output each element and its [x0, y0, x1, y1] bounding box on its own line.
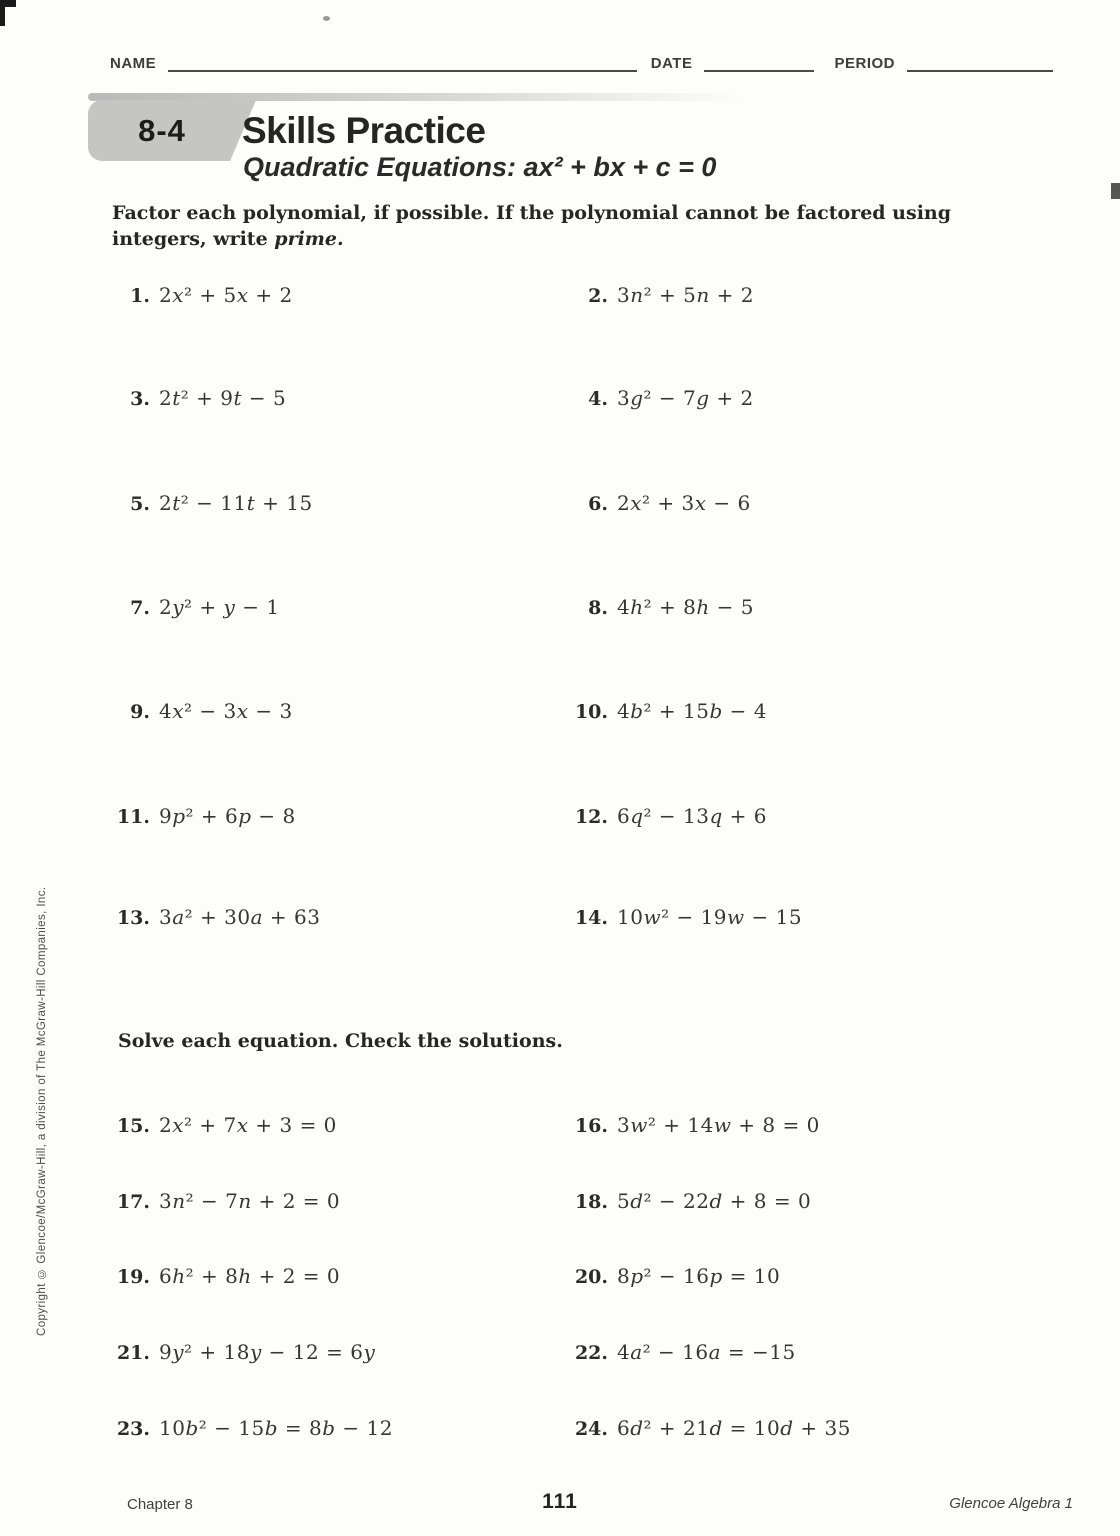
problem-row	[112, 1416, 1072, 1440]
problem-9	[112, 699, 570, 723]
header-blanks-row	[110, 52, 1053, 72]
problem-number: 2.	[588, 285, 608, 307]
problem-row	[112, 905, 1072, 929]
problem-7	[112, 595, 570, 619]
problem-expression: 3n² + 5n + 2	[617, 283, 754, 307]
factor-instruction	[112, 200, 1032, 252]
name-blank-line	[168, 52, 637, 72]
lesson-subtitle: Quadratic Equations: ax² + bx + c = 0	[243, 152, 717, 182]
problem-number: 7.	[130, 597, 150, 619]
problem-10	[570, 699, 1072, 723]
problem-17	[112, 1189, 570, 1213]
factor-instruction-prime: prime.	[274, 228, 344, 250]
problem-number: 20.	[574, 1266, 608, 1288]
problem-number: 6.	[588, 493, 608, 515]
problem-14	[570, 905, 1072, 929]
problem-expression: 4h² + 8h − 5	[617, 595, 754, 619]
problem-20	[570, 1264, 1072, 1288]
problem-expression: 2y² + y − 1	[159, 595, 280, 619]
problem-expression: 6h² + 8h + 2 = 0	[159, 1264, 341, 1288]
problem-expression: 4a² − 16a = −15	[617, 1340, 796, 1364]
problem-expression: 10w² − 19w − 15	[617, 905, 803, 929]
problem-23	[112, 1416, 570, 1440]
footer-brand: Glencoe Algebra 1	[949, 1495, 1073, 1512]
problem-row	[112, 1340, 1072, 1364]
problem-number: 23.	[116, 1418, 150, 1440]
problem-expression: 2t² + 9t − 5	[159, 386, 287, 410]
problem-number: 18.	[574, 1191, 608, 1213]
problem-15	[112, 1113, 570, 1137]
scan-artifact	[0, 0, 5, 26]
problem-5	[112, 491, 570, 515]
problem-number: 19.	[116, 1266, 150, 1288]
problem-expression: 2x² + 5x + 2	[159, 283, 293, 307]
problem-number: 9.	[130, 701, 150, 723]
problem-expression: 5d² − 22d + 8 = 0	[617, 1189, 812, 1213]
problem-number: 4.	[588, 388, 608, 410]
problem-expression: 4x² − 3x − 3	[159, 699, 293, 723]
problem-expression: 6d² + 21d = 10d + 35	[617, 1416, 851, 1440]
name-label: NAME	[110, 55, 157, 72]
solve-instruction: Solve each equation. Check the solutions.	[118, 1030, 563, 1052]
scan-artifact	[323, 16, 330, 21]
problem-number: 12.	[574, 806, 608, 828]
problem-row	[112, 1113, 1072, 1137]
problem-expression: 9p² + 6p − 8	[159, 804, 296, 828]
problem-row	[112, 804, 1072, 828]
problem-expression: 6q² − 13q + 6	[617, 804, 768, 828]
problem-row	[112, 283, 1072, 307]
problem-16	[570, 1113, 1072, 1137]
problem-11	[112, 804, 570, 828]
problem-1	[112, 283, 570, 307]
copyright-sidebar-text: Copyright © Glencoe/McGraw-Hill, a division of The McGraw-Hill Companies, Inc.	[36, 886, 48, 1336]
problem-number: 11.	[116, 806, 150, 828]
problem-row	[112, 1264, 1072, 1288]
problem-row	[112, 595, 1072, 619]
problem-3	[112, 386, 570, 410]
date-label: DATE	[650, 55, 693, 72]
problem-8	[570, 595, 1072, 619]
problem-expression: 3a² + 30a + 63	[159, 905, 321, 929]
problem-row	[112, 699, 1072, 723]
problem-row	[112, 491, 1072, 515]
problem-row	[112, 386, 1072, 410]
problem-expression: 3g² − 7g + 2	[617, 386, 754, 410]
problem-number: 15.	[116, 1115, 150, 1137]
date-blank-line	[704, 52, 814, 72]
problem-number: 22.	[574, 1342, 608, 1364]
problem-number: 24.	[574, 1418, 608, 1440]
problem-number: 8.	[588, 597, 608, 619]
factor-instruction-line2: integers, write	[112, 228, 275, 250]
lesson-title: Skills Practice	[242, 110, 486, 151]
problem-expression: 3n² − 7n + 2 = 0	[159, 1189, 341, 1213]
problem-number: 14.	[574, 907, 608, 929]
problem-number: 1.	[130, 285, 150, 307]
problem-number: 21.	[116, 1342, 150, 1364]
problem-number: 13.	[116, 907, 150, 929]
problem-18	[570, 1189, 1072, 1213]
problem-22	[570, 1340, 1072, 1364]
problem-expression: 2t² − 11t + 15	[159, 491, 313, 515]
problem-number: 10.	[574, 701, 608, 723]
problem-13	[112, 905, 570, 929]
problem-number: 5.	[130, 493, 150, 515]
scan-artifact	[1111, 183, 1120, 199]
problem-expression: 3w² + 14w + 8 = 0	[617, 1113, 820, 1137]
problem-number: 16.	[574, 1115, 608, 1137]
problem-21	[112, 1340, 570, 1364]
problem-expression: 10b² − 15b = 8b − 12	[159, 1416, 393, 1440]
period-blank-line	[907, 52, 1053, 72]
problem-6	[570, 491, 1072, 515]
problem-row	[112, 1189, 1072, 1213]
problem-expression: 4b² + 15b − 4	[617, 699, 768, 723]
problem-expression: 9y² + 18y − 12 = 6y	[159, 1340, 376, 1364]
problem-number: 17.	[116, 1191, 150, 1213]
problem-expression: 2x² + 7x + 3 = 0	[159, 1113, 337, 1137]
problem-2	[570, 283, 1072, 307]
problem-4	[570, 386, 1072, 410]
problem-expression: 2x² + 3x − 6	[617, 491, 751, 515]
problem-19	[112, 1264, 570, 1288]
problem-number: 3.	[130, 388, 150, 410]
problem-12	[570, 804, 1072, 828]
lesson-number-badge: 8-4	[138, 113, 186, 148]
problem-expression: 8p² − 16p = 10	[617, 1264, 781, 1288]
period-label: PERIOD	[834, 55, 895, 72]
footer-chapter: Chapter 8	[127, 1496, 193, 1513]
factor-instruction-line1: Factor each polynomial, if possible. If the polynomial cannot be factored using	[112, 202, 952, 224]
problem-24	[570, 1416, 1072, 1440]
footer-page-number: 111	[542, 1490, 578, 1513]
